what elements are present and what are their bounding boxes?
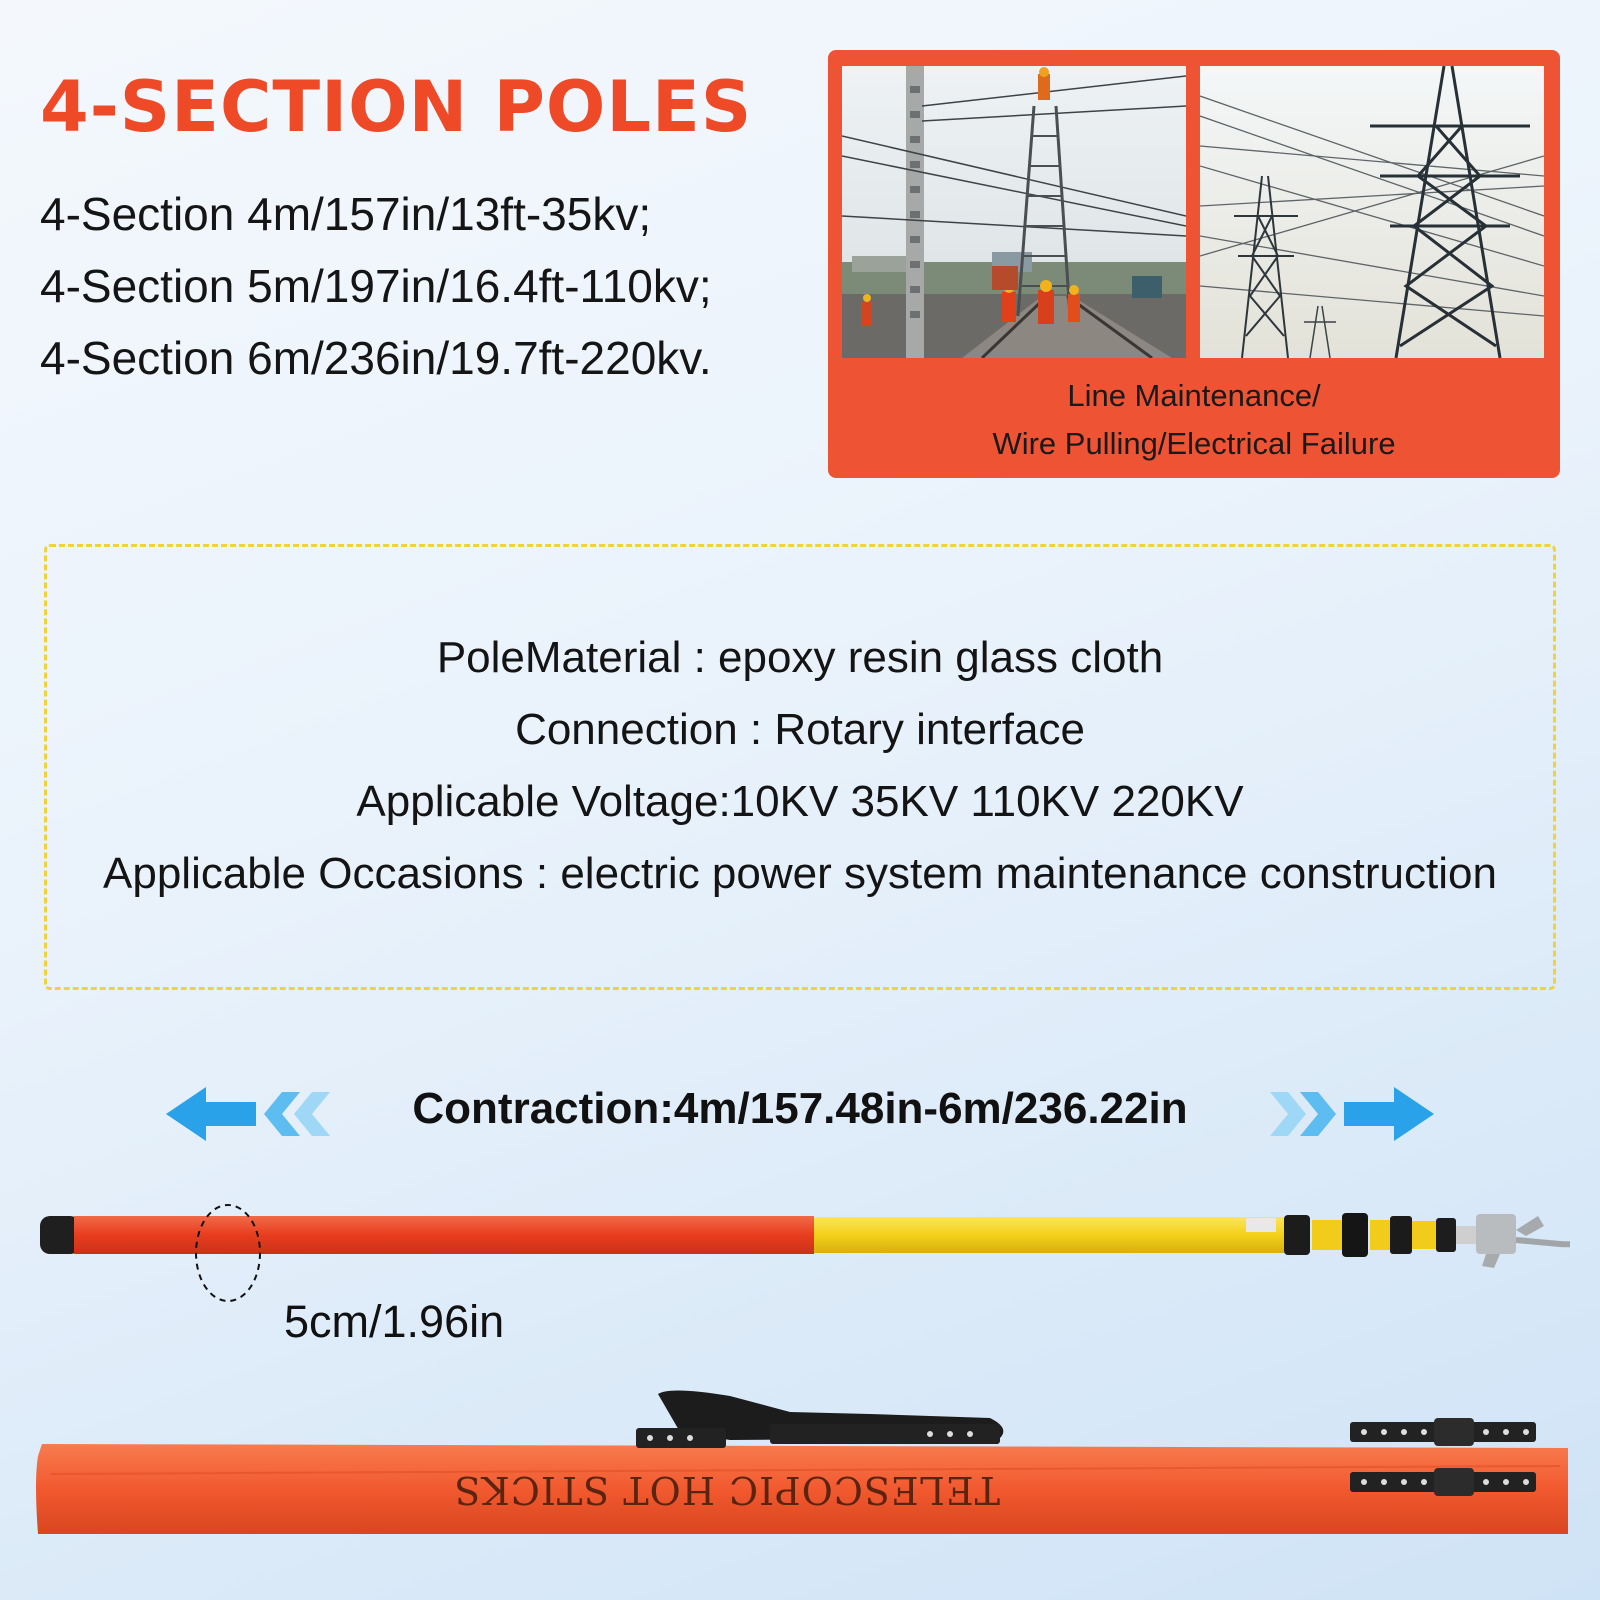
material-line: PoleMaterial : epoxy resin glass cloth — [436, 633, 1164, 682]
spec-list — [40, 178, 712, 394]
measure-circle-icon — [192, 1200, 264, 1306]
spec-item-5m: 4-Section 5m/197in/16.4ft-110kv; — [40, 260, 712, 312]
details-box — [44, 544, 1556, 990]
application-card — [828, 50, 1560, 478]
occasions-line: Applicable Occasions : electric power system maintenance construction — [103, 849, 1497, 898]
spec-item-6m: 4-Section 6m/236in/19.7ft-220kv. — [40, 332, 712, 384]
pole-section-yellow — [814, 1217, 1284, 1253]
caption-line-1: Line Maintenance/ — [1067, 378, 1321, 413]
card-caption — [828, 372, 1560, 468]
connection-line: Connection : Rotary interface — [515, 705, 1085, 754]
carry-bag — [30, 1384, 1570, 1544]
power-tower-photo — [1200, 66, 1544, 358]
diameter-label: 5cm/1.96in — [284, 1296, 505, 1347]
bag-print: TELESCOPIC HOT STICKS — [453, 1468, 1000, 1512]
right-arrow-icon — [1250, 1084, 1440, 1144]
hook-icon — [1476, 1214, 1570, 1268]
spec-item-4m: 4-Section 4m/157in/13ft-35kv; — [40, 188, 652, 240]
buckle-strap-top — [1350, 1418, 1536, 1446]
railway-maintenance-photo — [842, 66, 1186, 358]
left-arrow-icon — [160, 1084, 350, 1144]
caption-line-2: Wire Pulling/Electrical Failure — [992, 426, 1396, 461]
page-title: 4-SECTION POLES — [40, 66, 753, 148]
contraction-range: Contraction:4m/157.48in-6m/236.22in — [412, 1084, 1188, 1133]
buckle-strap-bottom — [1350, 1468, 1536, 1496]
voltage-line: Applicable Voltage:10KV 35KV 110KV 220KV — [356, 777, 1244, 826]
pole-section-red — [74, 1216, 814, 1254]
